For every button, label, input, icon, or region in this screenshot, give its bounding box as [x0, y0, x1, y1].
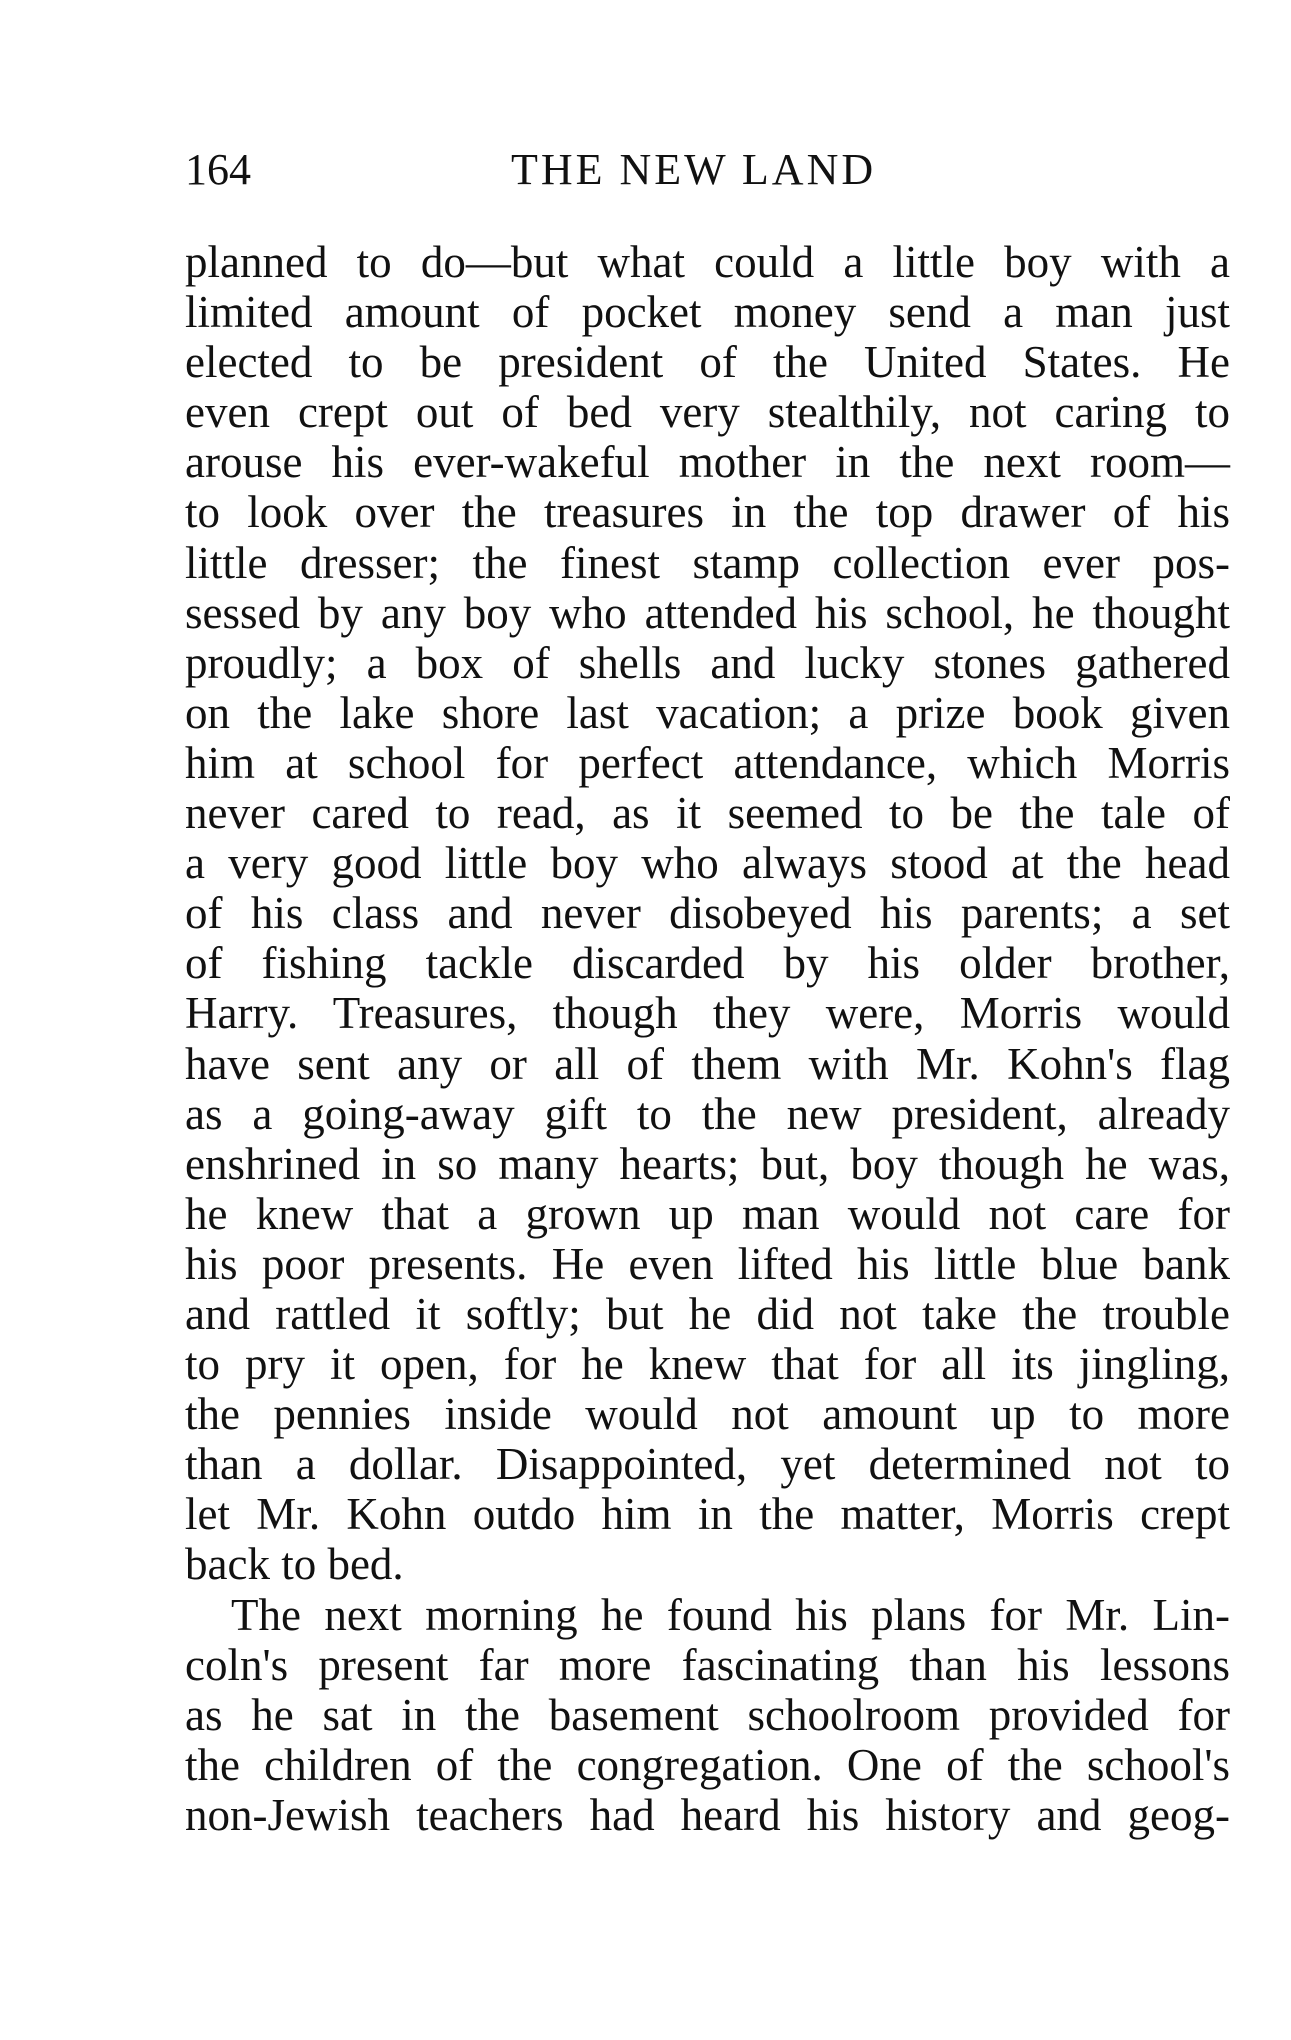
text-line: back to bed. [185, 1539, 404, 1590]
text-line: let Mr. Kohn outdo him in the matter, Morris crept [185, 1489, 1230, 1540]
text-line: never cared to read, as it seemed to be the tale of [185, 788, 1230, 839]
text-line: planned to do—but what could a little boy with a [185, 237, 1230, 287]
text-line: Harry. Treasures, though they were, Morris would [185, 988, 1230, 1039]
text-line: and rattled it softly; but he did not take the trouble [185, 1288, 1230, 1339]
text-line: the children of the congregation. One of the school's [185, 1739, 1230, 1790]
text-line: non-Jewish teachers had heard his history and geog- [185, 1789, 1230, 1840]
text-line: of his class and never disobeyed his parents; a set [185, 888, 1230, 939]
page-number: 164 [185, 145, 251, 194]
text-line: sessed by any boy who attended his school, he thought [185, 587, 1230, 638]
text-line: even crept out of bed very stealthily, not caring to [185, 387, 1230, 438]
text-line: than a dollar. Disappointed, yet determined not to [185, 1439, 1230, 1490]
text-line: he knew that a grown up man would not care for [185, 1188, 1230, 1239]
text-line: The next morning he found his plans for Mr. Lin- [231, 1589, 1230, 1640]
text-line: to look over the treasures in the top drawer of his [185, 487, 1230, 538]
text-line: his poor presents. He even lifted his little blue bank [185, 1238, 1230, 1289]
text-line: on the lake shore last vacation; a prize book given [185, 687, 1230, 738]
text-line: the pennies inside would not amount up to more [185, 1389, 1230, 1440]
text-line: of fishing tackle discarded by his older brother, [185, 938, 1230, 989]
text-line: as a going-away gift to the new president, already [185, 1088, 1230, 1139]
text-line: enshrined in so many hearts; but, boy though he was, [185, 1138, 1230, 1189]
text-line: have sent any or all of them with Mr. Kohn's flag [185, 1038, 1230, 1089]
text-line: little dresser; the finest stamp collection ever pos- [185, 537, 1230, 588]
text-line: coln's present far more fascinating than his lessons [185, 1639, 1230, 1690]
text-line: elected to be president of the United States. He [185, 337, 1230, 388]
text-line: him at school for perfect attendance, which Morris [185, 737, 1230, 788]
paragraph-2 [185, 1590, 1230, 1840]
page-header [185, 140, 1230, 200]
text-line: limited amount of pocket money send a man just [185, 287, 1230, 338]
text-line: arouse his ever-wakeful mother in the next room— [185, 437, 1230, 488]
text-line: to pry it open, for he knew that for all its jingling, [185, 1339, 1230, 1390]
text-line: a very good little boy who always stood at the head [185, 838, 1230, 889]
text-line: proudly; a box of shells and lucky stones gathered [185, 637, 1230, 688]
paragraph-1 [185, 237, 1230, 1590]
running-head: THE NEW LAND [511, 145, 877, 194]
text-line: as he sat in the basement schoolroom provided for [185, 1689, 1230, 1740]
body-text [185, 237, 1230, 1840]
